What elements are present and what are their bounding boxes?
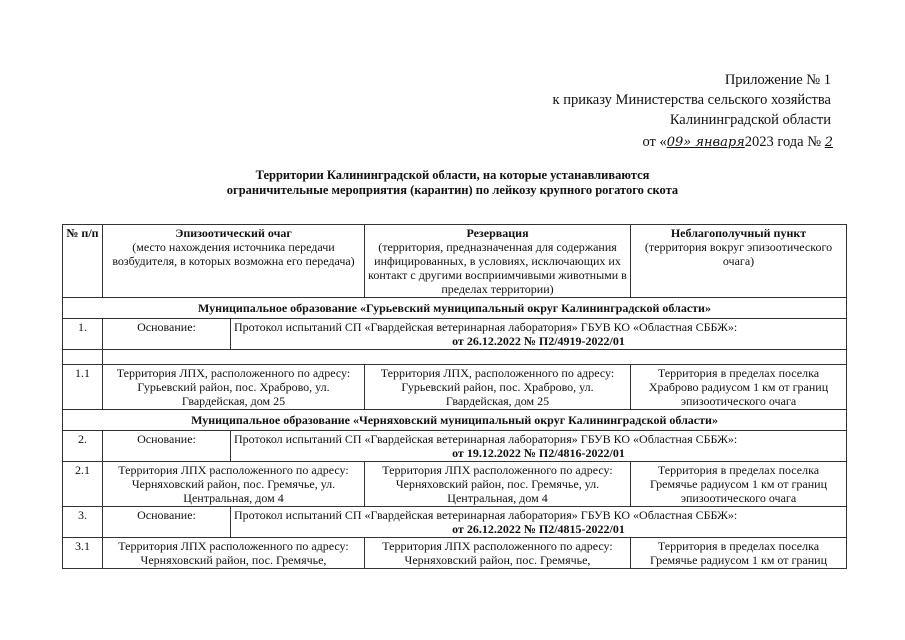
- basis-row: [63, 319, 847, 350]
- row-num: 2.1: [63, 462, 103, 507]
- basis-row: [63, 431, 847, 462]
- group-num: 1.: [63, 319, 103, 350]
- quarantine-table: [62, 224, 847, 569]
- handwritten-date: 09» января: [666, 135, 745, 150]
- table-row: [63, 462, 847, 507]
- header-focus: Эпизоотический очаг (место нахождения источника передачи возбудителя, в которых возможна его передача): [103, 225, 365, 298]
- order-date-line: [642, 134, 833, 151]
- basis-label: Основание:: [103, 507, 231, 538]
- document-title: [0, 168, 905, 198]
- row-focus: Территория ЛПХ расположенного по адресу: Черняховский район, пос. Гремячье, ул. Центральная, дом 4: [103, 462, 365, 507]
- document-number: от 26.12.2022 № П2/4815-2022/01: [452, 522, 625, 536]
- table-row: [63, 365, 847, 410]
- basis-label: Основание:: [103, 319, 231, 350]
- header-num: № п/п: [63, 225, 103, 298]
- row-point: Территория в пределах поселка Храброво радиусом 1 км от границ эпизоотического очага: [631, 365, 847, 410]
- basis-row: [63, 507, 847, 538]
- row-reservation: Территория ЛПХ расположенного по адресу: Черняховский район, пос. Гремячье, ул. Центральная, дом 4: [365, 462, 631, 507]
- appendix-line-3: Калининградской области: [669, 112, 831, 128]
- basis-document: Протокол испытаний СП «Гвардейская ветеринарная лаборатория» ГБУВ КО «Областная СББЖ»: от 19.12.2022 № П2/4816-2022/01: [231, 431, 847, 462]
- row-focus: Территория ЛПХ расположенного по адресу: Черняховский район, пос. Гремячье,: [103, 538, 365, 569]
- section-title: Муниципальное образование «Гурьевский муниципальный округ Калининградской области»: [63, 298, 847, 319]
- table-header-row: [63, 225, 847, 298]
- title-line-1: Территории Калининградской области, на которые устанавливаются: [255, 168, 650, 182]
- appendix-line-2: к приказу Министерства сельского хозяйства: [552, 92, 831, 108]
- basis-document: Протокол испытаний СП «Гвардейская ветеринарная лаборатория» ГБУВ КО «Областная СББЖ»: от 26.12.2022 № П2/4919-2022/01: [231, 319, 847, 350]
- document-number: от 19.12.2022 № П2/4816-2022/01: [452, 446, 625, 460]
- row-focus: Территория ЛПХ, расположенного по адресу: Гурьевский район, пос. Храброво, ул. Гвардейская, дом 25: [103, 365, 365, 410]
- table-row: [63, 538, 847, 569]
- date-prefix: от «: [642, 134, 667, 150]
- row-num: 3.1: [63, 538, 103, 569]
- basis-document: Протокол испытаний СП «Гвардейская ветеринарная лаборатория» ГБУВ КО «Областная СББЖ»: от 26.12.2022 № П2/4815-2022/01: [231, 507, 847, 538]
- basis-label: Основание:: [103, 431, 231, 462]
- row-point: Территория в пределах поселка Гремячье радиусом 1 км от границ эпизоотического очага: [631, 462, 847, 507]
- section-row: [63, 410, 847, 431]
- section-title: Муниципальное образование «Черняховский муниципальный округ Калининградской области»: [63, 410, 847, 431]
- handwritten-number: 2: [824, 135, 833, 150]
- document-number: от 26.12.2022 № П2/4919-2022/01: [452, 334, 625, 348]
- spacer-row: [63, 350, 847, 365]
- row-reservation: Территория ЛПХ расположенного по адресу: Черняховский район, пос. Гремячье,: [365, 538, 631, 569]
- appendix-line-1: Приложение № 1: [724, 72, 831, 88]
- title-line-2: ограничительные мероприятия (карантин) по лейкозу крупного рогатого скота: [226, 183, 679, 197]
- date-middle: 2023 года №: [744, 134, 822, 150]
- group-num: 2.: [63, 431, 103, 462]
- row-point: Территория в пределах поселка Гремячье радиусом 1 км от границ: [631, 538, 847, 569]
- row-num: 1.1: [63, 365, 103, 410]
- header-reservation: Резервация (территория, предназначенная для содержания инфицированных, в условиях, исключающих их контакт с другими восприимчивыми животными в пределах территории): [365, 225, 631, 298]
- section-row: [63, 298, 847, 319]
- group-num: 3.: [63, 507, 103, 538]
- header-point: Неблагополучный пункт (территория вокруг эпизоотического очага): [631, 225, 847, 298]
- row-reservation: Территория ЛПХ, расположенного по адресу: Гурьевский район, пос. Храброво, ул. Гвардейская, дом 25: [365, 365, 631, 410]
- appendix-header: [553, 70, 831, 130]
